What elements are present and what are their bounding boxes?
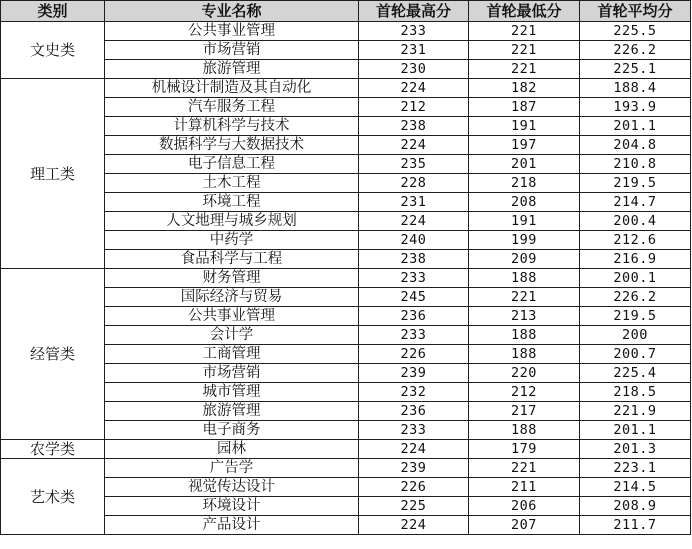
major-name: 园林 [105,440,359,459]
avg-score: 201.1 [580,117,691,136]
major-name: 数据科学与大数据技术 [105,136,359,155]
avg-score: 200.1 [580,269,691,288]
major-name: 旅游管理 [105,402,359,421]
max-score: 224 [359,136,469,155]
max-score: 238 [359,250,469,269]
table-row [1,497,691,516]
major-name: 计算机科学与技术 [105,117,359,136]
table-row [1,345,691,364]
min-score: 187 [469,98,580,117]
table-row [1,307,691,326]
major-name: 环境设计 [105,497,359,516]
max-score: 224 [359,79,469,98]
max-score: 240 [359,231,469,250]
max-score: 233 [359,269,469,288]
avg-score: 200.7 [580,345,691,364]
table-row [1,402,691,421]
table-row [1,41,691,60]
avg-score: 221.9 [580,402,691,421]
min-score: 218 [469,174,580,193]
max-score: 233 [359,421,469,440]
table-row [1,421,691,440]
max-score: 239 [359,459,469,478]
min-score: 182 [469,79,580,98]
avg-score: 201.3 [580,440,691,459]
max-score: 232 [359,383,469,402]
table-row [1,212,691,231]
table-row [1,288,691,307]
avg-score: 200 [580,326,691,345]
major-name: 会计学 [105,326,359,345]
min-score: 211 [469,478,580,497]
avg-score: 226.2 [580,41,691,60]
min-score: 197 [469,136,580,155]
avg-score: 188.4 [580,79,691,98]
table-row [1,326,691,345]
table-row [1,269,691,288]
avg-score: 214.5 [580,478,691,497]
table-row [1,22,691,41]
major-name: 电子信息工程 [105,155,359,174]
avg-score: 214.7 [580,193,691,212]
category-cell: 经管类 [1,269,105,440]
min-score: 188 [469,345,580,364]
table-row [1,459,691,478]
max-score: 225 [359,497,469,516]
major-name: 土木工程 [105,174,359,193]
min-score: 179 [469,440,580,459]
avg-score: 212.6 [580,231,691,250]
max-score: 233 [359,22,469,41]
header-avg-score: 首轮平均分 [580,1,691,22]
major-name: 人文地理与城乡规划 [105,212,359,231]
avg-score: 225.1 [580,60,691,79]
min-score: 207 [469,516,580,535]
min-score: 220 [469,364,580,383]
major-name: 工商管理 [105,345,359,364]
max-score: 231 [359,193,469,212]
major-name: 广告学 [105,459,359,478]
table-row [1,98,691,117]
table-row [1,193,691,212]
min-score: 221 [469,459,580,478]
max-score: 245 [359,288,469,307]
avg-score: 219.5 [580,174,691,193]
header-category: 类别 [1,1,105,22]
max-score: 235 [359,155,469,174]
table-row [1,60,691,79]
table-row [1,516,691,535]
table-row [1,79,691,98]
table-row [1,364,691,383]
max-score: 224 [359,516,469,535]
min-score: 208 [469,193,580,212]
avg-score: 223.1 [580,459,691,478]
header-row [1,1,691,22]
max-score: 226 [359,478,469,497]
table-row [1,174,691,193]
table-row [1,117,691,136]
major-name: 公共事业管理 [105,22,359,41]
major-name: 食品科学与工程 [105,250,359,269]
category-cell: 文史类 [1,22,105,79]
min-score: 213 [469,307,580,326]
max-score: 228 [359,174,469,193]
min-score: 221 [469,60,580,79]
major-name: 财务管理 [105,269,359,288]
major-name: 旅游管理 [105,60,359,79]
table-body [1,22,691,535]
table-row [1,250,691,269]
major-name: 环境工程 [105,193,359,212]
avg-score: 193.9 [580,98,691,117]
max-score: 238 [359,117,469,136]
avg-score: 225.4 [580,364,691,383]
major-name: 国际经济与贸易 [105,288,359,307]
category-cell: 农学类 [1,440,105,459]
avg-score: 200.4 [580,212,691,231]
min-score: 188 [469,326,580,345]
max-score: 226 [359,345,469,364]
min-score: 201 [469,155,580,174]
major-name: 市场营销 [105,41,359,60]
header-min-score: 首轮最低分 [469,1,580,22]
min-score: 188 [469,269,580,288]
table-row [1,155,691,174]
max-score: 236 [359,307,469,326]
min-score: 221 [469,288,580,307]
major-name: 市场营销 [105,364,359,383]
max-score: 236 [359,402,469,421]
avg-score: 216.9 [580,250,691,269]
min-score: 221 [469,22,580,41]
min-score: 221 [469,41,580,60]
table-row [1,136,691,155]
category-cell: 艺术类 [1,459,105,535]
avg-score: 204.8 [580,136,691,155]
major-name: 公共事业管理 [105,307,359,326]
max-score: 230 [359,60,469,79]
avg-score: 225.5 [580,22,691,41]
table-row [1,383,691,402]
major-name: 电子商务 [105,421,359,440]
major-name: 城市管理 [105,383,359,402]
min-score: 209 [469,250,580,269]
avg-score: 201.1 [580,421,691,440]
header-major: 专业名称 [105,1,359,22]
max-score: 224 [359,440,469,459]
major-name: 中药学 [105,231,359,250]
avg-score: 218.5 [580,383,691,402]
major-name: 产品设计 [105,516,359,535]
major-name: 汽车服务工程 [105,98,359,117]
min-score: 217 [469,402,580,421]
major-name: 机械设计制造及其自动化 [105,79,359,98]
table-row [1,440,691,459]
table-row [1,231,691,250]
header-max-score: 首轮最高分 [359,1,469,22]
max-score: 239 [359,364,469,383]
avg-score: 211.7 [580,516,691,535]
min-score: 191 [469,212,580,231]
category-cell: 理工类 [1,79,105,269]
avg-score: 219.5 [580,307,691,326]
avg-score: 226.2 [580,288,691,307]
avg-score: 210.8 [580,155,691,174]
major-name: 视觉传达设计 [105,478,359,497]
max-score: 233 [359,326,469,345]
avg-score: 208.9 [580,497,691,516]
min-score: 206 [469,497,580,516]
max-score: 224 [359,212,469,231]
min-score: 212 [469,383,580,402]
max-score: 231 [359,41,469,60]
min-score: 199 [469,231,580,250]
max-score: 212 [359,98,469,117]
table-row [1,478,691,497]
min-score: 191 [469,117,580,136]
min-score: 188 [469,421,580,440]
